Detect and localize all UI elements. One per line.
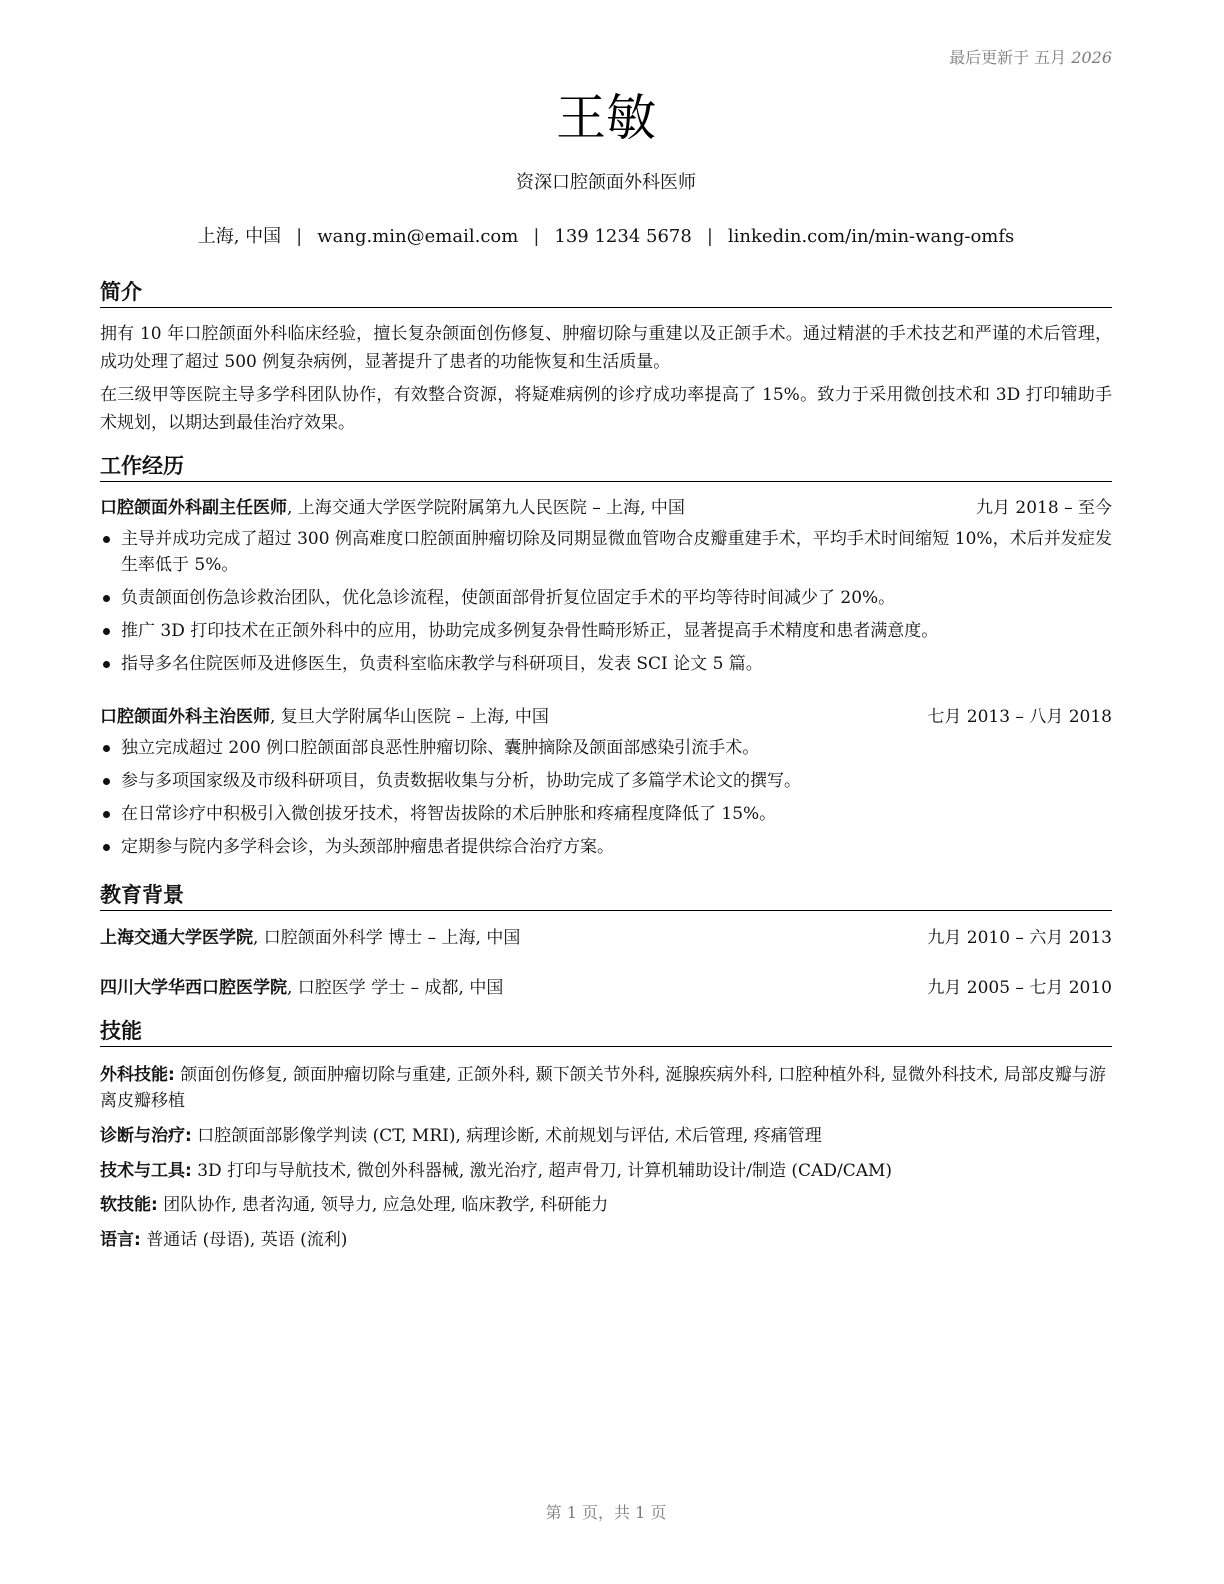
- skill-row: [100, 1192, 1112, 1218]
- skill-value: 团队协作, 患者沟通, 领导力, 应急处理, 临床教学, 科研能力: [157, 1195, 609, 1215]
- skill-value: 普通话 (母语), 英语 (流利): [140, 1230, 348, 1250]
- job-bullets: [100, 526, 1112, 684]
- skill-row: [100, 1123, 1112, 1149]
- education-school-degree: [100, 975, 503, 1001]
- job-bullet: 负责颌面创伤急诊救治团队，优化急诊流程，使颌面部骨折复位固定手术的平均等待时间减少了 20%。: [100, 585, 1112, 611]
- job-title: 资深口腔颌面外科医师: [516, 172, 696, 193]
- job-bullets: [100, 735, 1112, 867]
- education-school-degree: [100, 925, 520, 951]
- education-detail: , 口腔颌面外科学 博士 – 上海, 中国: [253, 928, 521, 948]
- skill-label: 软技能:: [100, 1195, 158, 1215]
- skill-label: 诊断与治疗:: [100, 1126, 192, 1146]
- contact-location: 上海, 中国: [197, 226, 282, 247]
- summary-paragraph: 在三级甲等医院主导多学科团队协作，有效整合资源，将疑难病例的诊疗成功率提高了 15%。致力于采用微创技术和 3D 打印辅助手术规划，以期达到最佳治疗效果。: [100, 385, 1112, 433]
- job-dates: 七月 2013 – 八月 2018: [927, 707, 1112, 727]
- section-heading-summary: 简介: [100, 278, 1112, 308]
- skill-value: 颌面创伤修复, 颌面肿瘤切除与重建, 正颌外科, 颞下颌关节外科, 涎腺疾病外科, 口腔种植外科, 显微外科技术, 局部皮瓣与游离皮瓣移植: [100, 1065, 1106, 1111]
- contact-separator: |: [533, 226, 540, 247]
- job-bullet: 指导多名住院医师及进修医生，负责科室临床教学与科研项目，发表 SCI 论文 5 篇。: [100, 651, 1112, 677]
- person-name: 王敏: [556, 89, 656, 147]
- contact-separator: |: [706, 226, 713, 247]
- education-dates: 九月 2010 – 六月 2013: [927, 928, 1112, 948]
- education-school: 上海交通大学医学院: [100, 928, 253, 948]
- skill-row: [100, 1158, 1112, 1184]
- page-number: 第 1 页，共 1 页: [545, 1503, 667, 1522]
- job-bullet: 在日常诊疗中积极引入微创拔牙技术，将智齿拔除的术后肿胀和疼痛程度降低了 15%。: [100, 801, 1112, 827]
- contact-line: [100, 224, 1112, 250]
- job-role-org: [100, 704, 549, 730]
- contact-linkedin-link[interactable]: linkedin.com/in/min-wang-omfs: [727, 226, 1015, 247]
- job-org: , 复旦大学附属华山医院 – 上海, 中国: [270, 707, 549, 727]
- job-role: 口腔颌面外科副主任医师: [100, 498, 287, 518]
- resume-page: [100, 0, 1112, 1584]
- skill-label: 语言:: [100, 1230, 141, 1250]
- job-bullet: 定期参与院内多学科会诊，为头颈部肿瘤患者提供综合治疗方案。: [100, 834, 1112, 860]
- skill-row: [100, 1062, 1112, 1114]
- last-updated: [949, 45, 1112, 68]
- job-bullet: 参与多项国家级及市级科研项目，负责数据收集与分析，协助完成了多篇学术论文的撰写。: [100, 768, 1112, 794]
- job-org: , 上海交通大学医学院附属第九人民医院 – 上海, 中国: [287, 498, 685, 518]
- job-bullet: 主导并成功完成了超过 300 例高难度口腔颌面肿瘤切除及同期显微血管吻合皮瓣重建手术，平均手术时间缩短 10%，术后并发症发生率低于 5%。: [100, 526, 1112, 578]
- section-heading-education: 教育背景: [100, 881, 1112, 911]
- job-dates: 九月 2018 – 至今: [976, 498, 1112, 518]
- education-detail: , 口腔医学 学士 – 成都, 中国: [287, 978, 504, 998]
- job-bullet: 推广 3D 打印技术在正颌外科中的应用，协助完成多例复杂骨性畸形矫正，显著提高手术精度和患者满意度。: [100, 618, 1112, 644]
- last-updated-year: 2026: [1071, 48, 1112, 67]
- education-school: 四川大学华西口腔医学院: [100, 978, 287, 998]
- contact-email-link[interactable]: wang.min@email.com: [317, 226, 519, 247]
- skill-value: 口腔颌面部影像学判读 (CT, MRI), 病理诊断, 术前规划与评估, 术后管理, 疼痛管理: [191, 1126, 822, 1146]
- section-heading-skills: 技能: [100, 1017, 1112, 1047]
- job-role-org: [100, 495, 685, 521]
- contact-separator: |: [296, 226, 303, 247]
- skill-row: [100, 1227, 1112, 1253]
- contact-phone: 139 1234 5678: [554, 226, 692, 247]
- last-updated-label: 最后更新于 五月: [949, 48, 1067, 67]
- skill-label: 外科技能:: [100, 1065, 175, 1085]
- education-dates: 九月 2005 – 七月 2010: [927, 978, 1112, 998]
- skill-value: 3D 打印与导航技术, 微创外科器械, 激光治疗, 超声骨刀, 计算机辅助设计/制造 (CAD/CAM): [191, 1161, 893, 1181]
- job-role: 口腔颌面外科主治医师: [100, 707, 270, 727]
- skill-label: 技术与工具:: [100, 1161, 192, 1181]
- summary-paragraph: 拥有 10 年口腔颌面外科临床经验，擅长复杂颌面创伤修复、肿瘤切除与重建以及正颌手术。通过精湛的手术技艺和严谨的术后管理，成功处理了超过 500 例复杂病例，显著提升了患者的功能恢复和生活质量。: [100, 324, 1112, 372]
- job-bullet: 独立完成超过 200 例口腔颌面部良恶性肿瘤切除、囊肿摘除及颌面部感染引流手术。: [100, 735, 1112, 761]
- section-heading-experience: 工作经历: [100, 452, 1112, 482]
